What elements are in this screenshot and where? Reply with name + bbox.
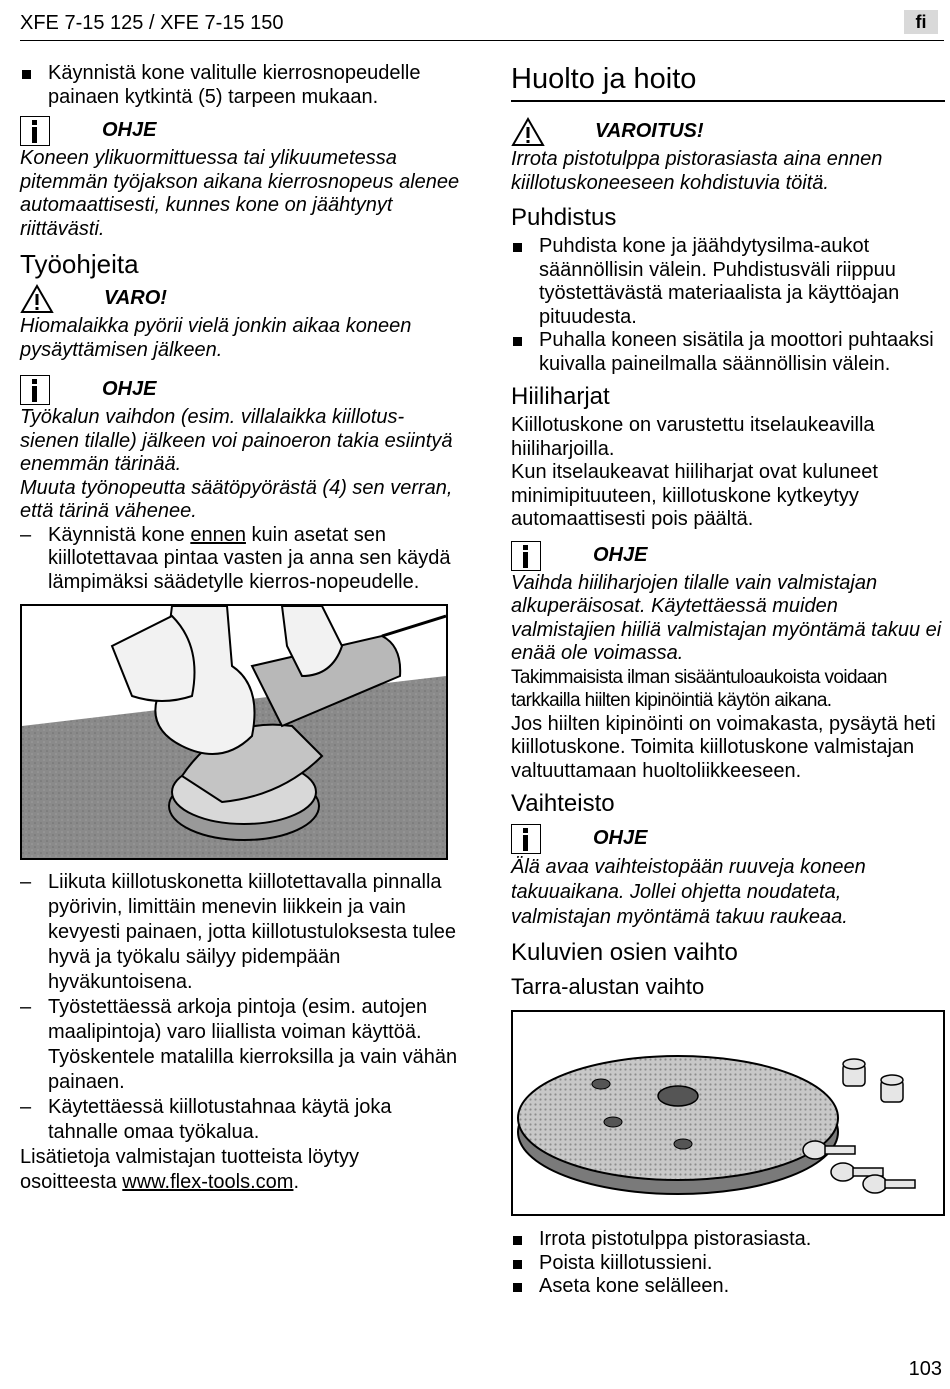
note-label: OHJE [593, 827, 648, 850]
cleaning-bullet: Puhdista kone ja jäähdytysilma-aukot säännöllisin välein. Puhdistusväli riippuu työstettävästä materiaalista ja käyttöajan pituudesta. [511, 235, 945, 329]
warning-triangle-icon [511, 117, 545, 147]
note-heading [20, 374, 460, 406]
note-label: OHJE [102, 378, 157, 401]
note-heading [511, 540, 945, 572]
note-text: Koneen ylikuormittuessa tai ylikuumetessa pitemmän työjakson aikana kierrosnopeus alenee automaattisesti, kunnes kone on jäähtynyt riittävästi. [20, 147, 460, 240]
website-link[interactable]: www.flex-tools.com [122, 1171, 294, 1193]
info-icon [511, 541, 541, 571]
section-heading-vaihteisto: Vaihteisto [511, 790, 615, 817]
page-number: 103 [908, 1358, 942, 1380]
instruction-dash: – Liikuta kiillotuskonetta kiillotettavalla pinnalla pyörivin, limittäin menevin liikkein ja vain kevyesti painaen, jotta kiillotustuloksesta tulee hyvä ja työkalu säilyy pidempään hyväkuntoisena. [20, 871, 457, 993]
note-label: OHJE [102, 119, 157, 142]
section-heading-huolto: Huolto ja hoito [511, 62, 945, 102]
polisher-illustration [20, 604, 448, 860]
section-heading-hiiliharjat: Hiiliharjat [511, 383, 610, 410]
replacement-step: Poista kiillotussieni. [511, 1252, 945, 1276]
note-label: OHJE [593, 543, 648, 566]
warning-triangle-icon [20, 284, 54, 314]
subsection-heading-tarra: Tarra-alustan vaihto [511, 974, 705, 999]
note-text: Vaihda hiiliharjojen tilalle vain valmistajan alkuperäisosat. Käytettäessä muiden valmistajien hiiliä valmistajan myöntämä takuu ei enää ole voimassa. [511, 571, 942, 664]
info-icon [20, 116, 50, 146]
instruction-dash: – Käynnistä kone ennen kuin asetat sen kiillotettavaa pintaa vasten ja anna sen käydä lämpimäksi säädetylle kierros-nopeudelle. [20, 523, 451, 593]
section-heading-tyoohjeita: Työohjeita [20, 249, 139, 279]
underlined-word: ennen [190, 523, 246, 546]
instruction-dash: – Käytettäessä kiillotustahnaa käytä joka tahnalle omaa työkalua. [20, 1096, 392, 1143]
note-heading [20, 115, 460, 147]
instruction-dash: – Työstettäessä arkoja pintoja (esim. autojen maalipintoja) varo liiallista voiman käyttöä. Työskentele matalilla kierroksilla ja vain vähän painaen. [20, 996, 458, 1093]
paragraph: Jos hiilten kipinöinti on voimakasta, pysäytä heti kiillotuskone. Toimita kiillotuskone valmistajan valtuuttamaan huoltoliikkeeseen. [511, 712, 936, 782]
backing-pad-drawing [513, 1012, 943, 1214]
warning-heading [511, 116, 945, 148]
document-title: XFE 7-15 125 / XFE 7-15 150 [20, 12, 284, 34]
condensed-paragraph: Takimmaisista ilman sisääntuloaukoista voidaan tarkkailla hiilten kipinöintiä käytön aikana. [511, 666, 887, 711]
warning-label: VAROITUS! [595, 120, 704, 143]
instruction-bullet: Käynnistä kone valitulle kierrosnopeudelle painaen kytkintä (5) tarpeen mukaan. [20, 62, 460, 109]
replacement-step: Irrota pistotulppa pistorasiasta. [511, 1228, 945, 1252]
footer-paragraph: Lisätietoja valmistajan tuotteista löytyy osoitteesta www.flex-tools.com. [20, 1146, 360, 1193]
paragraph: Kun itselaukeavat hiiliharjat ovat kuluneet minimipituuteen, kiillotuskone kytkeytyy automaattisesti pois päältä. [511, 461, 878, 530]
note-text: Älä avaa vaihteistopään ruuveja koneen takuuaikana. Jollei ohjetta noudateta, valmistajan myöntämä takuu raukeaa. [511, 856, 866, 928]
left-column [20, 62, 460, 1195]
warning-text: Irrota pistotulppa pistorasiasta aina ennen kiillotuskoneeseen kohdistuvia töitä. [511, 148, 883, 194]
section-heading-kuluvien: Kuluvien osien vaihto [511, 939, 738, 966]
warning-label: VARO! [104, 287, 167, 310]
backing-pad-illustration [511, 1010, 945, 1216]
page-header [20, 10, 944, 41]
polisher-drawing [22, 606, 446, 858]
info-icon [511, 824, 541, 854]
note-text: Työkalun vaihdon (esim. villalaikka kiillotus-sienen tilalle) jälkeen voi painoeron takia esiintyä enemmän tärinää. [20, 406, 453, 475]
section-heading-puhdistus: Puhdistus [511, 204, 617, 231]
language-badge: fi [904, 10, 938, 34]
warning-text: Hiomalaikka pyörii vielä jonkin aikaa koneen pysäyttämisen jälkeen. [20, 315, 412, 361]
note-heading [511, 823, 945, 855]
warning-heading [20, 283, 460, 315]
note-text: Muuta työnopeutta säätöpyörästä (4) sen verran, että tärinä vähenee. [20, 476, 453, 522]
replacement-step: Aseta kone selälleen. [511, 1275, 945, 1299]
cleaning-bullet: Puhalla koneen sisätila ja moottori puhtaaksi kuivalla paineilmalla säännöllisin välein. [511, 329, 945, 376]
right-column [511, 62, 945, 1299]
paragraph: Kiillotuskone on varustettu itselaukeavilla hiiliharjoilla. [511, 414, 875, 460]
info-icon [20, 375, 50, 405]
